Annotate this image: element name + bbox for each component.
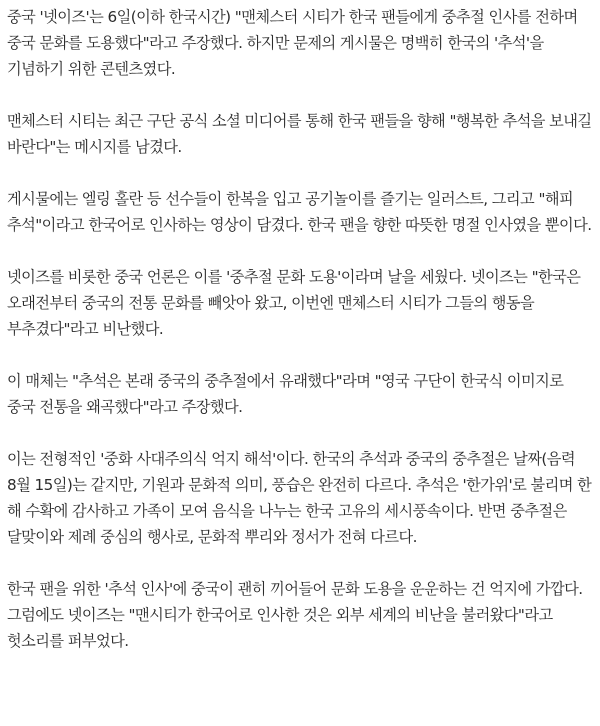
article-paragraph: 게시물에는 엘링 홀란 등 선수들이 한복을 입고 공기놀이를 즐기는 일러스트, 그리고 "해피 추석"이라고 한국어로 인사하는 영상이 담겼다. 한국 팬을 향한 따뜻한 명절 인사였을 뿐이다.: [7, 190, 592, 234]
article-paragraph: 한국 팬을 위한 '추석 인사'에 중국이 괜히 끼어들어 문화 도용을 운운하는 건 억지에 가깝다. 그럼에도 넷이즈는 "맨시티가 한국어로 인사한 것은 외부 세계의 비난을 불러왔다"라고 헛소리를 퍼부었다.: [7, 580, 583, 650]
article-paragraph: 맨체스터 시티는 최근 구단 공식 소셜 미디어를 통해 한국 팬들을 향해 "행복한 추석을 보내길 바란다"는 메시지를 남겼다.: [7, 112, 592, 156]
article-paragraph: 넷이즈를 비롯한 중국 언론은 이를 '중추절 문화 도용'이라며 날을 세웠다. 넷이즈는 "한국은 오래전부터 중국의 전통 문화를 빼앗아 왔고, 이번엔 맨체스터 시티가 그들의 행동을 부추겼다"라고 비난했다.: [7, 268, 581, 338]
article-paragraph: 이 매체는 "추석은 본래 중국의 중추절에서 유래했다"라며 "영국 구단이 한국식 이미지로 중국 전통을 왜곡했다"라고 주장했다.: [7, 372, 564, 416]
article-paragraph: 중국 '넷이즈'는 6일(이하 한국시간) "맨체스터 시티가 한국 팬들에게 중추절 인사를 전하며 중국 문화를 도용했다"라고 주장했다. 하지만 문제의 게시물은 명백히 한국의 '추석'을 기념하기 위한 콘텐츠였다.: [7, 8, 578, 78]
article-paragraph: 이는 전형적인 '중화 사대주의식 억지 해석'이다. 한국의 추석과 중국의 중추절은 날짜(음력 8월 15일)는 같지만, 기원과 문화적 의미, 풍습은 완전히 다르다. 추석은 '한가위'로 불리며 한 해 수확에 감사하고 가족이 모여 음식을 나누는 한국 고유의 세시풍속이다. 반면 중추절은 달맞이와 제례 중심의 행사로, 문화적 뿌리와 정서가 전혀 다르다.: [7, 450, 592, 546]
